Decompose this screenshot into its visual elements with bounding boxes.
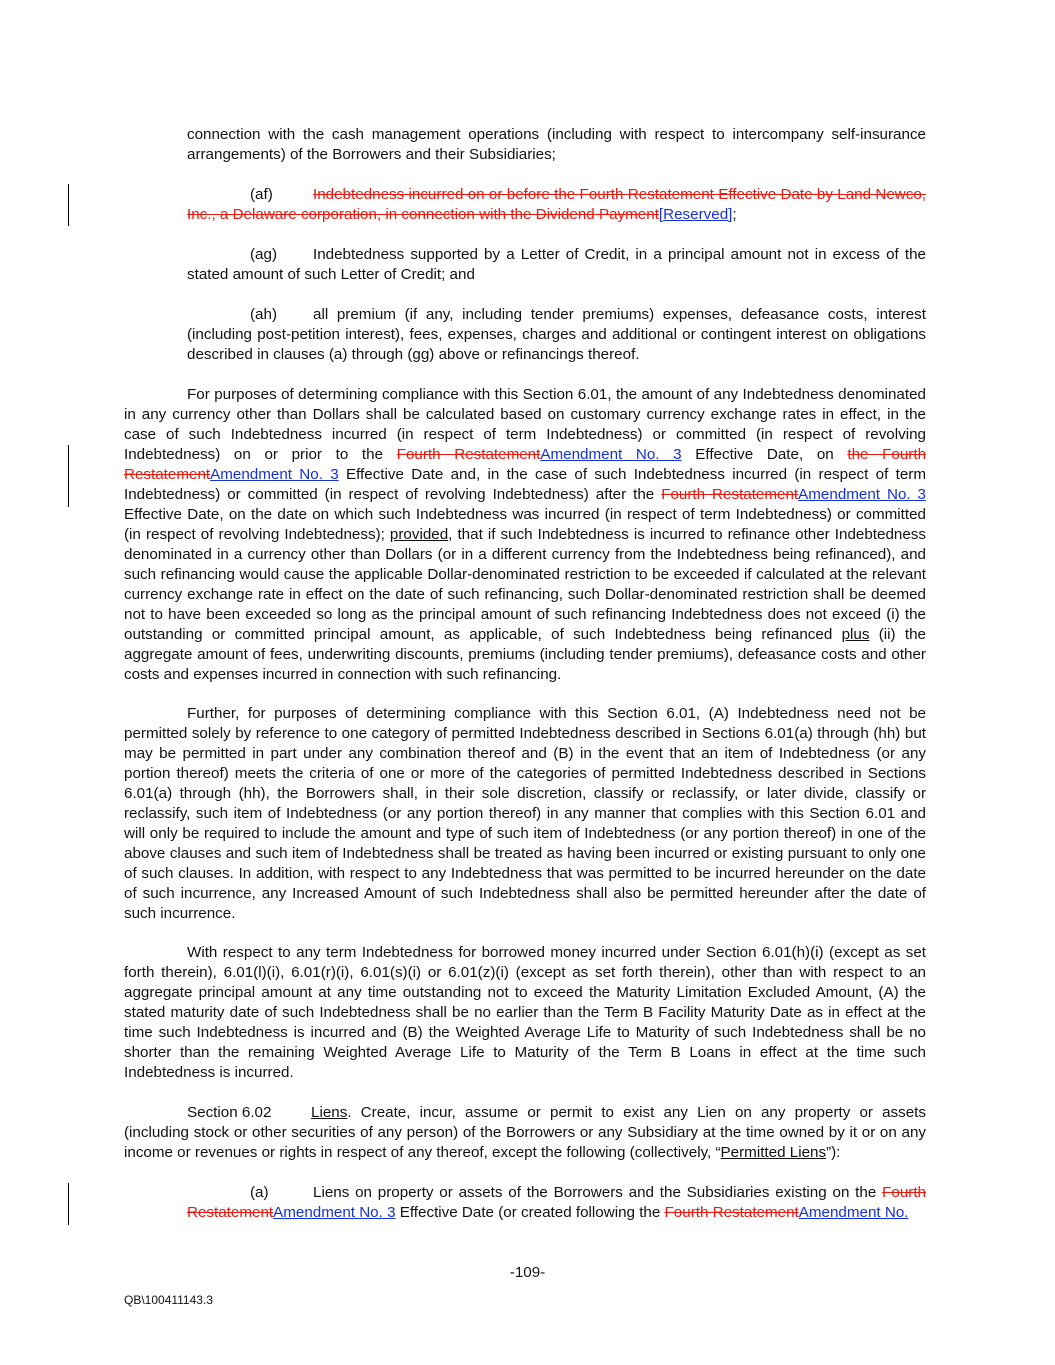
section-heading: Liens (311, 1104, 348, 1121)
inserted-text: [Reserved] (658, 206, 733, 223)
defined-term: provided (389, 526, 449, 543)
section-6-02: Section 6.02 Liens. Create, incur, assume or permit to exist any Lien on any property or assets (including stock or other securities of any person) of the Borrowers or any Subsidiary at the time owned by it or on any income or revenues or rights in respect of any thereof, except the following (collectively, “Permitted Liens”): (124, 1104, 926, 1161)
clause-label: (ah) (250, 306, 278, 323)
deleted-text: Fourth Restatement (396, 446, 541, 463)
deleted-text: the Fourth Restatement (124, 446, 927, 483)
document-id-footer: QB\100411143.3 (124, 1293, 213, 1307)
paragraph-continuation: connection with the cash management operations (including with respect to intercompany self-insurance arrangements) of the Borrowers and their Subsidiaries; (187, 126, 926, 163)
clause-label: (a) (250, 1184, 269, 1201)
clause-af: (af) Indebtedness incurred on or before the Fourth Restatement Effective Date by Land Newco, Inc., a Delaware corporation, in connection with the Dividend Payment[Reserved]; (187, 186, 926, 223)
paragraph-classification: Further, for purposes of determining compliance with this Section 6.01, (A) Indebtedness need not be permitted solely by reference to one category of permitted Indebtedness described in Sections 6.01(a) through (hh) but may be permitted in part under any combination thereof and (B) in the event that an item of Indebtedness (or any portion thereof) meets the criteria of one or more of the categories of permitted Indebtedness described in Sections 6.01(a) through (hh), the Borrowers shall, in their sole discretion, classify or reclassify, or later divide, classify or reclassify, such item of Indebtedness (or any portion thereof) in any manner that complies with this Section 6.01 and will only be required to include the amount and type of such item of Indebtedness (or any portion thereof) in one of the above clauses and such item of Indebtedness shall be treated as having been incurred or existing pursuant to only one of such clauses. In addition, with respect to any Indebtedness that was permitted to be incurred hereunder on the date of such incurrence, any Increased Amount of such Indebtedness shall also be permitted hereunder after the date of such incurrence. (124, 705, 926, 922)
clause-label: (ag) (250, 246, 278, 263)
paragraph-currency-compliance: For purposes of determining compliance with this Section 6.01, the amount of any Indebtedness denominated in any currency other than Dollars shall be calculated based on customary currency exchange rates in effect, in the case of such Indebtedness incurred (in respect of term Indebtedness) or committed (in respect of revolving Indebtedness) on or prior to the Fourth RestatementAmendment No. 3 Effective Date, on the Fourth RestatementAmendment No. 3 Effective Date and, in the case of such Indebtedness incurred (in respect of term Indebtedness) or committed (in respect of revolving Indebtedness) after the Fourth RestatementAmendment No. 3 Effective Date, on the date on which such Indebtedness was incurred (in respect of term Indebtedness) or committed (in respect of revolving Indebtedness); provided, that if such Indebtedness is incurred to refinance other Indebtedness denominated in a currency other than Dollars (or in a different currency from the Indebtedness being refinanced), and such refinancing would cause the applicable Dollar-denominated restriction to be exceeded if calculated at the relevant currency exchange rate in effect on the date of such refinancing, such Dollar-denominated restriction shall be deemed not to have been exceeded so long as the principal amount of such refinancing Indebtedness does not exceed (i) the outstanding or committed principal amount, as applicable, of such Indebtedness being refinanced plus (ii) the aggregate amount of fees, underwriting discounts, premiums (including tender premiums), defeasance costs and other costs and expenses incurred in connection with such refinancing. (124, 386, 927, 683)
deleted-text: Fourth Restatement (661, 486, 799, 503)
clause-a: (a) Liens on property or assets of the Borrowers and the Subsidiaries existing on the Fourth RestatementAmendment No. 3 Effective Date (or created following the Fourth RestatementAmendment No. (187, 1184, 926, 1221)
deleted-text: Fourth Restatement (664, 1204, 799, 1221)
paragraph-maturity: With respect to any term Indebtedness for borrowed money incurred under Section 6.01(h)(i) (except as set forth therein), 6.01(l)(i), 6.01(r)(i), 6.01(s)(i) or 6.01(z)(i) (except as set forth therein), other than with respect to an aggregate principal amount at any time outstanding not to exceed the Maturity Limitation Excluded Amount, (A) the stated maturity date of such Indebtedness shall be no earlier than the Term B Facility Maturity Date as in effect at the time such Indebtedness is incurred and (B) the Weighted Average Life to Maturity of such Indebtedness shall be no shorter than the remaining Weighted Average Life to Maturity of the Term B Loans in effect at the time such Indebtedness is incurred. (124, 944, 926, 1081)
change-bar (68, 184, 69, 226)
deleted-text: Fourth Restatement (187, 1184, 926, 1221)
clause-ag: (ag) Indebtedness supported by a Letter of Credit, in a principal amount not in excess of the stated amount of such Letter of Credit; and (187, 246, 926, 283)
change-bar (68, 1183, 69, 1225)
clause-ah: (ah) all premium (if any, including tender premiums) expenses, defeasance costs, interest (including post-petition interest), fees, expenses, charges and additional or contingent interest on obligations described in clauses (a) through (gg) above or refinancings thereof. (187, 306, 926, 363)
section-number: Section 6.02 (187, 1104, 272, 1121)
inserted-text: Amendment No. 3 (798, 486, 927, 503)
inserted-text: Amendment No. 3 (273, 1204, 396, 1221)
change-bar (68, 445, 69, 507)
clause-label: (af) (250, 186, 273, 203)
inserted-text: Amendment No. (798, 1204, 909, 1221)
inserted-text: Amendment No. 3 (540, 446, 682, 463)
inserted-text: Amendment No. 3 (210, 466, 339, 483)
defined-term: Permitted Liens (720, 1144, 827, 1161)
page-number: -109- (509, 1264, 546, 1281)
defined-term: plus (841, 626, 870, 643)
deleted-text: Indebtedness incurred on or before the Fourth Restatement Effective Date by Land Newco, Inc., a Delaware corporation, in connection with the Dividend Payment (187, 186, 926, 223)
